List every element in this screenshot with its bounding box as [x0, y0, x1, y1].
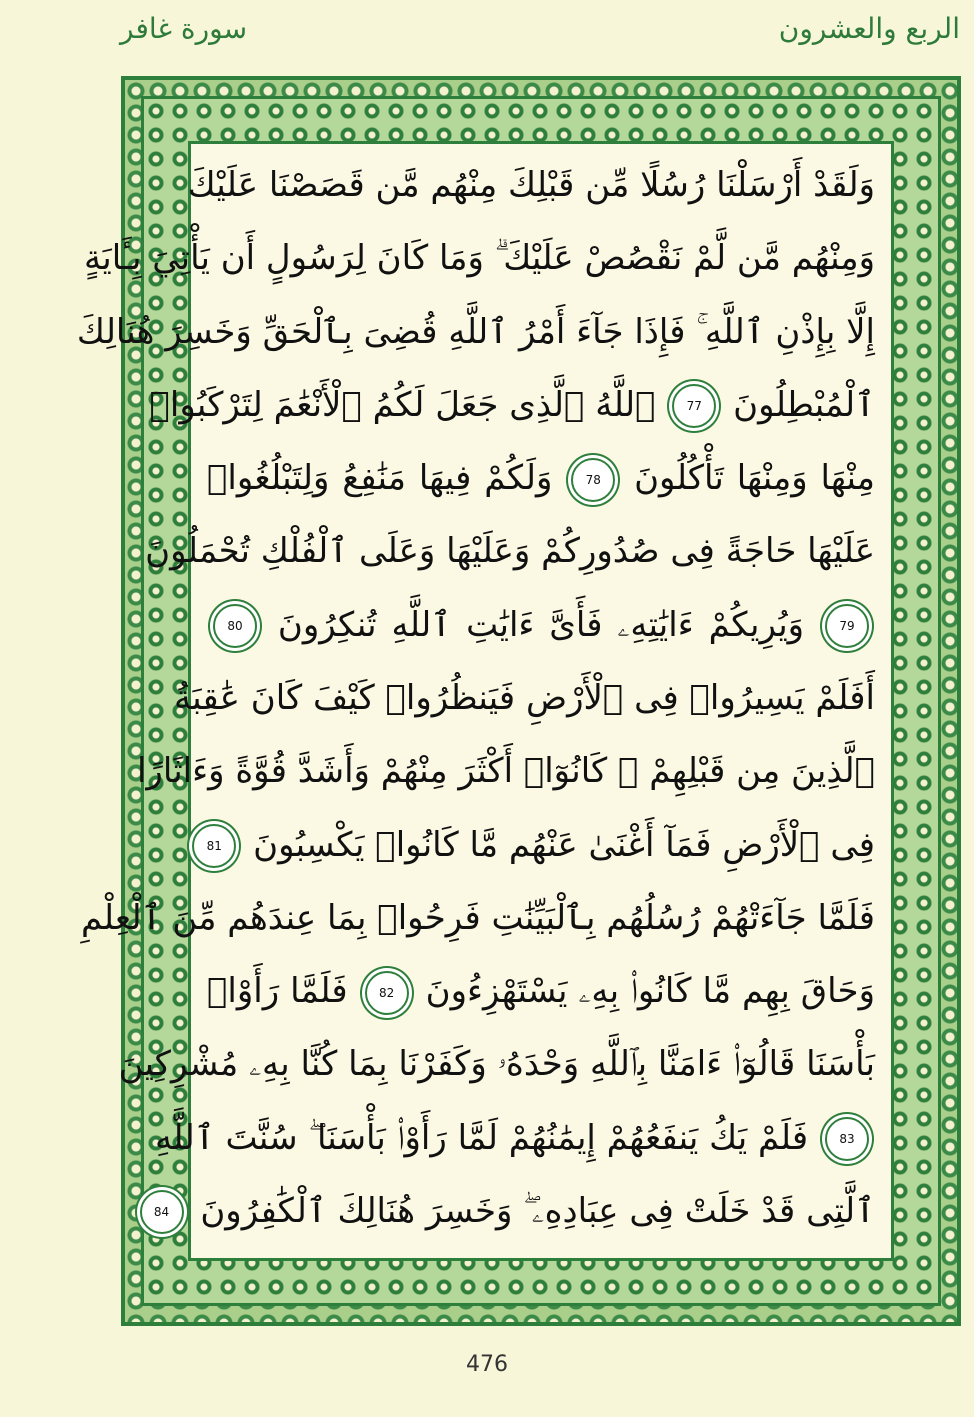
- verse-line: [207, 443, 875, 513]
- verse-text: فَلَمَّا رَأَوْا۟: [207, 971, 348, 1012]
- verse-text-area: [76, 150, 875, 1246]
- ayah-number-marker: 79: [825, 604, 869, 648]
- hizb-label-header: الربع والعشرون: [778, 12, 960, 45]
- verse-text: ٱللَّهُ ٱلَّذِى جَعَلَ لَكُمُ ٱلْأَنْعَٰمَ لِتَرْكَبُوا۟: [149, 384, 656, 425]
- verse-line: [80, 883, 875, 953]
- ayah-number-marker: 84: [140, 1190, 184, 1234]
- verse-line: [154, 1103, 875, 1173]
- verse-line: [153, 1176, 875, 1246]
- verse-text: ٱلَّذِينَ مِن قَبْلِهِمْ ۚ كَانُوٓا۟ أَكْثَرَ مِنْهُمْ وَأَشَدَّ قُوَّةً وَءَاثَارًا: [136, 751, 875, 792]
- ornamental-frame-outer: [76, 76, 961, 1326]
- ayah-number-marker: 83: [825, 1117, 869, 1161]
- ayah-number-marker: 82: [365, 971, 409, 1015]
- verse-text: وَمِنْهُم مَّن لَّمْ نَقْصُصْ عَلَيْكَ ۗ وَمَا كَانَ لِرَسُولٍ أَن يَأْتِيَ بِـَٔايَةٍ: [84, 238, 875, 279]
- verse-text: ٱلَّتِى قَدْ خَلَتْ فِى عِبَادِهِۦ ۖ وَخَسِرَ هُنَالِكَ ٱلْكَٰفِرُونَ: [200, 1190, 875, 1231]
- surah-name-header: سورة غافر: [120, 12, 248, 45]
- ayah-number-marker: 81: [192, 824, 236, 868]
- verse-text: فَلَمَّا جَآءَتْهُمْ رُسُلُهُم بِٱلْبَيِّنَٰتِ فَرِحُوا۟ بِمَا عِندَهُم مِّنَ ٱلْعِلْمِ: [80, 897, 875, 938]
- ayah-number-marker: 77: [672, 384, 716, 428]
- ayah-number-marker: 80: [213, 604, 257, 648]
- verse-line: [173, 663, 875, 733]
- verse-line: [207, 956, 875, 1026]
- verse-text: ٱلْمُبْطِلُونَ: [733, 384, 875, 425]
- verse-text: إِلَّا بِإِذْنِ ٱللَّهِ ۚ فَإِذَا جَآءَ أَمْرُ ٱللَّهِ قُضِىَ بِٱلْحَقِّ وَخَسِرَ هُنَالِكَ: [76, 311, 875, 352]
- verse-line: [118, 1029, 875, 1099]
- verse-text: فِى ٱلْأَرْضِ فَمَآ أَغْنَىٰ عَنْهُم مَّا كَانُوا۟ يَكْسِبُونَ: [253, 824, 875, 865]
- verse-text: مِنْهَا وَمِنْهَا تَأْكُلُونَ: [634, 458, 875, 499]
- verse-line: [84, 223, 875, 293]
- verse-line: [145, 516, 875, 586]
- verse-text: أَفَلَمْ يَسِيرُوا۟ فِى ٱلْأَرْضِ فَيَنظُرُوا۟ كَيْفَ كَانَ عَٰقِبَةُ: [173, 677, 875, 718]
- verse-line: [207, 810, 875, 880]
- verse-line: [187, 150, 875, 220]
- verse-text: وَلَكُمْ فِيهَا مَنَٰفِعُ وَلِتَبْلُغُوا۟: [207, 458, 553, 499]
- verse-line: [149, 370, 875, 440]
- text-panel: [76, 141, 894, 1261]
- ayah-number-marker: 78: [571, 458, 615, 502]
- verse-text: بَأْسَنَا قَالُوٓا۟ ءَامَنَّا بِٱللَّهِ وَحْدَهُۥ وَكَفَرْنَا بِمَا كُنَّا بِهِۦ مُشْرِكِينَ: [118, 1044, 875, 1085]
- verse-text: فَلَمْ يَكُ يَنفَعُهُمْ إِيمَٰنُهُمْ لَمَّا رَأَوْا۟ بَأْسَنَا ۖ سُنَّتَ ٱللَّهِ: [154, 1117, 809, 1158]
- ornamental-frame-middle: [76, 96, 941, 1306]
- verse-text: وَلَقَدْ أَرْسَلْنَا رُسُلًا مِّن قَبْلِكَ مِنْهُم مَّن قَصَصْنَا عَلَيْكَ: [187, 165, 875, 205]
- page-number: 476: [466, 1352, 508, 1377]
- verse-text: عَلَيْهَا حَاجَةً فِى صُدُورِكُمْ وَعَلَيْهَا وَعَلَى ٱلْفُلْكِ تُحْمَلُونَ: [145, 531, 875, 572]
- verse-text: وَيُرِيكُمْ ءَايَٰتِهِۦ فَأَىَّ ءَايَٰتِ ٱللَّهِ تُنكِرُونَ: [277, 604, 805, 645]
- verse-text: وَحَاقَ بِهِم مَّا كَانُوا۟ بِهِۦ يَسْتَهْزِءُونَ: [425, 971, 875, 1012]
- verse-line: [207, 590, 875, 660]
- verse-line: [76, 297, 875, 367]
- verse-line: [136, 736, 875, 806]
